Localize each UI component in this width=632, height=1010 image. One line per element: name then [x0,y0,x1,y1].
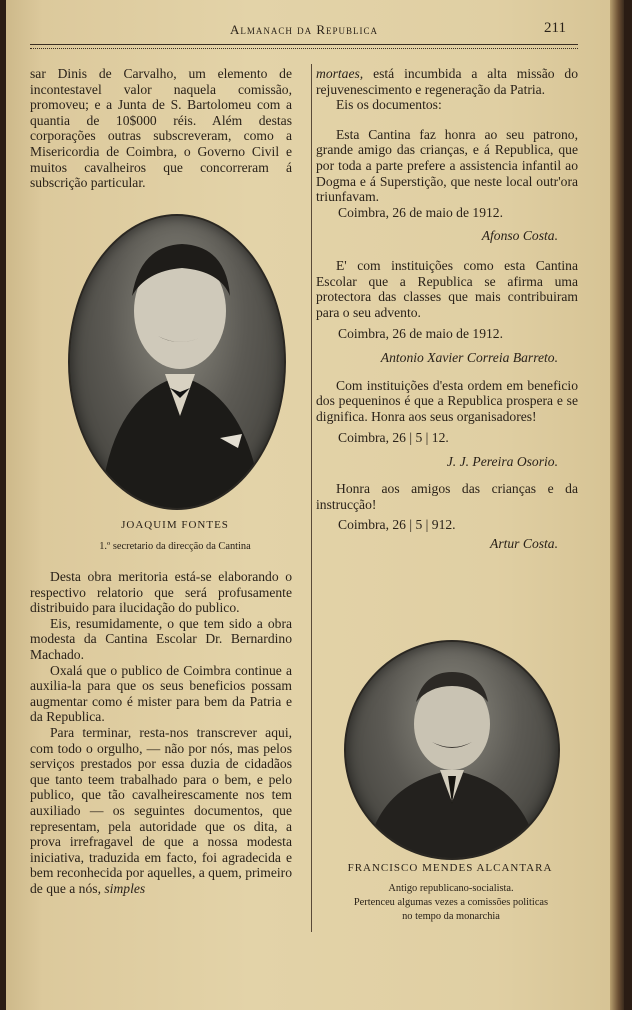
page-number: 211 [544,20,566,36]
paragraph-final [30,725,292,897]
column-divider [311,64,312,932]
portrait-francisco-mendes-alcantara [344,640,560,860]
paragraph: Desta obra meritoria está-se elaborando o respectivo relatorio que será profusamente distribuido para ilucidação do publico. [30,569,292,616]
intro-text: está incumbida a alta missão do rejuvenescimento e regeneração da Patria. [316,66,578,97]
paragraph: sar Dinis de Carvalho, um elemento de incontestavel valor naquela comissão, promoveu; e a Junta de S. Bartolomeu com a quantia de 10$000 réis. Além destas corporações outras subscreveram, como a Misericordia de Coimbra, o Governo Civil e muitos cavalheiros que concorreram á subscrição particular. [30,66,292,191]
subtitle-line: Antigo republicano-socialista. [388,883,514,894]
right-column [316,66,578,552]
paragraph: Eis, resumidamente, o que tem sido a obra modesta da Cantina Escolar Dr. Bernardino Machado. [30,615,292,662]
portrait-2-subtitle [306,882,596,924]
left-column-top [30,66,292,191]
running-title: Almanach da Republica [229,22,379,37]
document-signature: Antonio Xavier Correia Barreto. [380,349,558,365]
italic-word: simples [104,880,146,896]
document-signature: Artur Costa. [490,536,558,552]
portrait-1-image [70,216,284,508]
book-page [6,0,618,1010]
portrait-2-caption: FRANCISCO MENDES ALCANTARA [347,862,553,874]
paragraph: Oxalá que o publico de Coimbra continue a auxilia-la para que os seus beneficios possam augmentar como é mister para bem da Patria e da Republica. [30,662,292,725]
document-date: Coimbra, 26 | 5 | 12. [338,430,449,446]
subtitle-line: Pertenceu algumas vezes a comissões politicas [353,897,549,908]
left-column-bottom [30,569,292,896]
document-signature: J. J. Pereira Osorio. [446,453,558,469]
page-header [30,20,578,40]
document-date: Coimbra, 26 | 5 | 912. [338,516,456,532]
document-text: Honra aos amigos das crianças e da instrucção! [316,481,578,513]
intro-paragraph [316,66,578,97]
portrait-1-caption: JOAQUIM FONTES [121,519,229,531]
header-rule [30,44,578,49]
paragraph-text: Para terminar, resta-nos transcrever aqui, com todo o orgulho, — não por nós, mas pelos serviços prestados por essa duzia de cidadãos que tanto teem trabalhado para o bem, e pelo publico, que tão cavalheirescamente nos tem auxiliado — os seguintes documentos, que representam, pela autoridade que os dita, a prova irrefragavel de que a nossa modesta iniciativa, traduzida em facto, foi agradecida e bem reconhecida por aquelles, a quem, primeiro de que a nós, [30,724,292,896]
portrait-joaquim-fontes [68,214,286,510]
subtitle-line: no tempo da monarchia [402,911,500,922]
document-text: Esta Cantina faz honra ao seu patrono, grande amigo das crianças, e á Republica, que por toda a parte prefere a assistencia infantil ao Dogma e á Superstição, que neste local outr'ora triunfavam. [316,126,578,205]
intro-italic: mortaes, [316,66,364,81]
document-signature: Afonso Costa. [481,228,558,244]
portrait-2-image [346,642,558,858]
document-text: E' com instituições como esta Cantina Escolar que a Republica se afirma uma protectora das classes que mais contribuiram para o seu advento. [316,257,578,320]
document-text: Com instituições d'esta ordem em beneficio dos pequeninos é que a Republica prospera e se dignifica. Honra aos seus organisadores! [316,377,578,424]
document-date: Coimbra, 26 de maio de 1912. [338,326,503,342]
intro-documents: Eis os documentos: [336,97,442,113]
document-date: Coimbra, 26 de maio de 1912. [338,204,503,220]
portrait-1-subtitle: 1.º secretario da direcção da Cantina [99,541,251,552]
